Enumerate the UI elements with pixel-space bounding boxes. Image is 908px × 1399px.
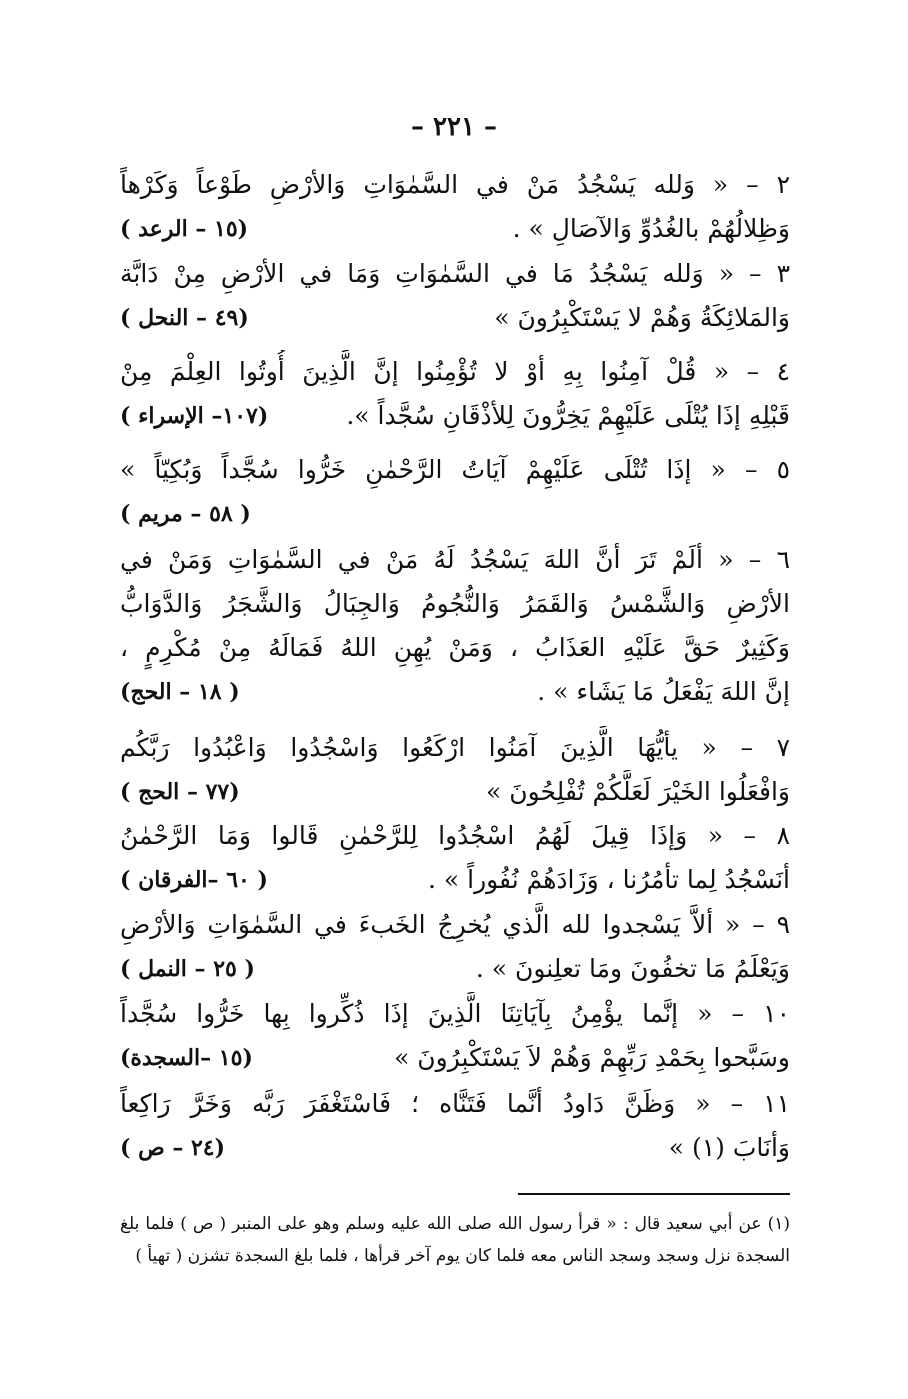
verse-line: وَكَثِيرٌ حَقَّ عَلَيْهِ العَذَابُ ، وَمَنْ يُهِنِ اللهُ فَمَالَهُ مِنْ مُكْرِمٍ ، [120, 633, 790, 662]
verse-line: ٣ – « وَلله يَسْجُدُ مَا في السَّمٰوَاتِ وَمَا في الأرْضِ مِنْ دَابَّة [120, 259, 790, 288]
footnote-line: (١) عن أبي سعيد قال : « قرأ رسول الله صلى الله عليه وسلم وهو على المنبر ( ص ) فلما بلغ [120, 1214, 790, 1234]
footnote [120, 1208, 790, 1272]
surah-reference: (١٥ – الرعد ) [120, 216, 249, 242]
verse-last-line [120, 770, 790, 814]
verse-line: ٥ – « إذَا تُتْلَى عَلَيْهِمْ آيَاتُ الرَّحْمٰنِ خَرُّوا سُجَّداً وَبُكِيّاً » [120, 455, 790, 484]
verse-entry [120, 163, 790, 251]
footnote-divider [518, 1193, 790, 1195]
verse-line: ٢ – « وَلله يَسْجُدُ مَنْ في السَّمٰوَاتِ وَالأرْضِ طَوْعاً وَكَرْهاً [120, 170, 790, 199]
verse-entry [120, 903, 790, 991]
surah-reference: (١٥ –السجدة) [120, 1045, 253, 1071]
verse-line: وَأنَابَ (١) » [668, 1133, 790, 1162]
verse-last-line [120, 296, 790, 340]
verse-entry [120, 538, 790, 714]
verse-entry [120, 992, 790, 1080]
surah-reference: (١٠٧– الإسراء ) [120, 403, 269, 429]
surah-reference: (٢٤ – ص ) [120, 1135, 226, 1161]
page-number: – ٢٢١ – [410, 112, 498, 142]
verse-last-line [120, 947, 790, 991]
surah-reference: ( ٦٠ –الفرقان ) [120, 867, 268, 893]
surah-reference: (٤٩ – النحل ) [120, 305, 249, 331]
verse-last-line [120, 1126, 790, 1170]
verse-last-line [120, 394, 790, 438]
verse-entry [120, 814, 790, 902]
verse-last-line [120, 1036, 790, 1080]
verse-line: وَافْعَلُوا الخَيْرَ لَعَلَّكُمْ تُفْلِحُونَ » [486, 777, 790, 806]
verse-entry [120, 726, 790, 814]
verse-line: ٧ – « يأيُّهَا الَّذِينَ آمَنُوا ارْكَعُوا وَاسْجُدُوا وَاعْبُدُوا رَبَّكُم [120, 733, 790, 762]
verse-line: إنَّ اللهَ يَفْعَلُ مَا يَشَاء » . [537, 677, 790, 706]
verse-entry [120, 1082, 790, 1170]
verse-entry [120, 448, 790, 536]
verse-last-line [120, 492, 790, 536]
verse-line: قَبْلِهِ إذَا يُتْلَى عَلَيْهِمْ يَخِرُّونَ لِلأذْقَانِ سُجَّداً ». [346, 401, 790, 430]
verse-line: ٦ – « ألَمْ تَرَ أنَّ اللهَ يَسْجُدُ لَهُ مَنْ في السَّمٰوَاتِ وَمَنْ في [120, 545, 790, 574]
verse-last-line [120, 670, 790, 714]
verse-line: ٩ – « ألاَّ يَسْجدوا لله الَّذي يُخرِجُ الخَبءَ في السَّمٰوَاتِ وَالأرْضِ [120, 910, 790, 939]
surah-reference: (٧٧ – الحج ) [120, 779, 240, 805]
verse-line: وَالمَلائِكَةُ وَهُمْ لا يَسْتَكْبِرُونَ » [494, 303, 790, 332]
verse-line: ٤ – « قُلْ آمِنُوا بِهِ أوْ لا تُؤْمِنُوا إنَّ الَّذِينَ أُوتُوا العِلْمَ مِنْ [120, 357, 790, 386]
verse-line: ٨ – « وَإذَا قِيلَ لَهُمُ اسْجُدُوا لِلرَّحْمٰنِ قَالوا وَمَا الرَّحْمٰنُ [120, 821, 790, 850]
verse-line: وَظِلالُهُمْ بالغُدُوِّ وَالآصَالِ » . [512, 214, 790, 243]
verse-last-line [120, 207, 790, 251]
verse-line: ١٠ – « إنَّما يؤْمِنُ بِآيَاتِنَا الَّذِينَ إذَا ذُكِّروا بِها خَرُّوا سُجَّداً [120, 999, 790, 1028]
verse-last-line [120, 858, 790, 902]
verse-line: وَيَعْلَمُ مَا تخفُونَ ومَا تعلِنونَ » . [475, 954, 790, 983]
surah-reference: ( ١٨ – الحج) [120, 679, 240, 705]
verse-entry [120, 252, 790, 340]
verse-line: ١١ – « وَظَنَّ دَاودُ أنَّما فَتَنَّاه ؛ فَاسْتَغْفَرَ رَبَّه وَخَرَّ رَاكِعاً [120, 1089, 790, 1118]
verse-line: الأرْضِ وَالشَّمْسُ وَالقَمَرُ وَالنُّجُومُ وَالجِبَالُ وَالشَّجَرُ وَالدَّوَابُّ [120, 589, 790, 618]
verse-entry [120, 350, 790, 438]
verse-line: أنَسْجُدُ لِما تأمُرُنا ، وَزَادَهُمْ نُفُوراً » . [427, 865, 790, 894]
surah-reference: ( ٢٥ – النمل ) [120, 956, 255, 982]
footnote-line: السجدة نزل وسجد وسجد الناس معه فلما كان يوم آخر قرأها ، فلما بلغ السجدة تشزن ( تهيأ ) [135, 1246, 790, 1266]
surah-reference: ( ٥٨ – مريم ) [120, 501, 251, 527]
verse-line: وسَبَّحوا بِحَمْدِ رَبِّهِمْ وَهُمْ لاَ يَسْتَكْبِرُونَ » [394, 1043, 790, 1072]
